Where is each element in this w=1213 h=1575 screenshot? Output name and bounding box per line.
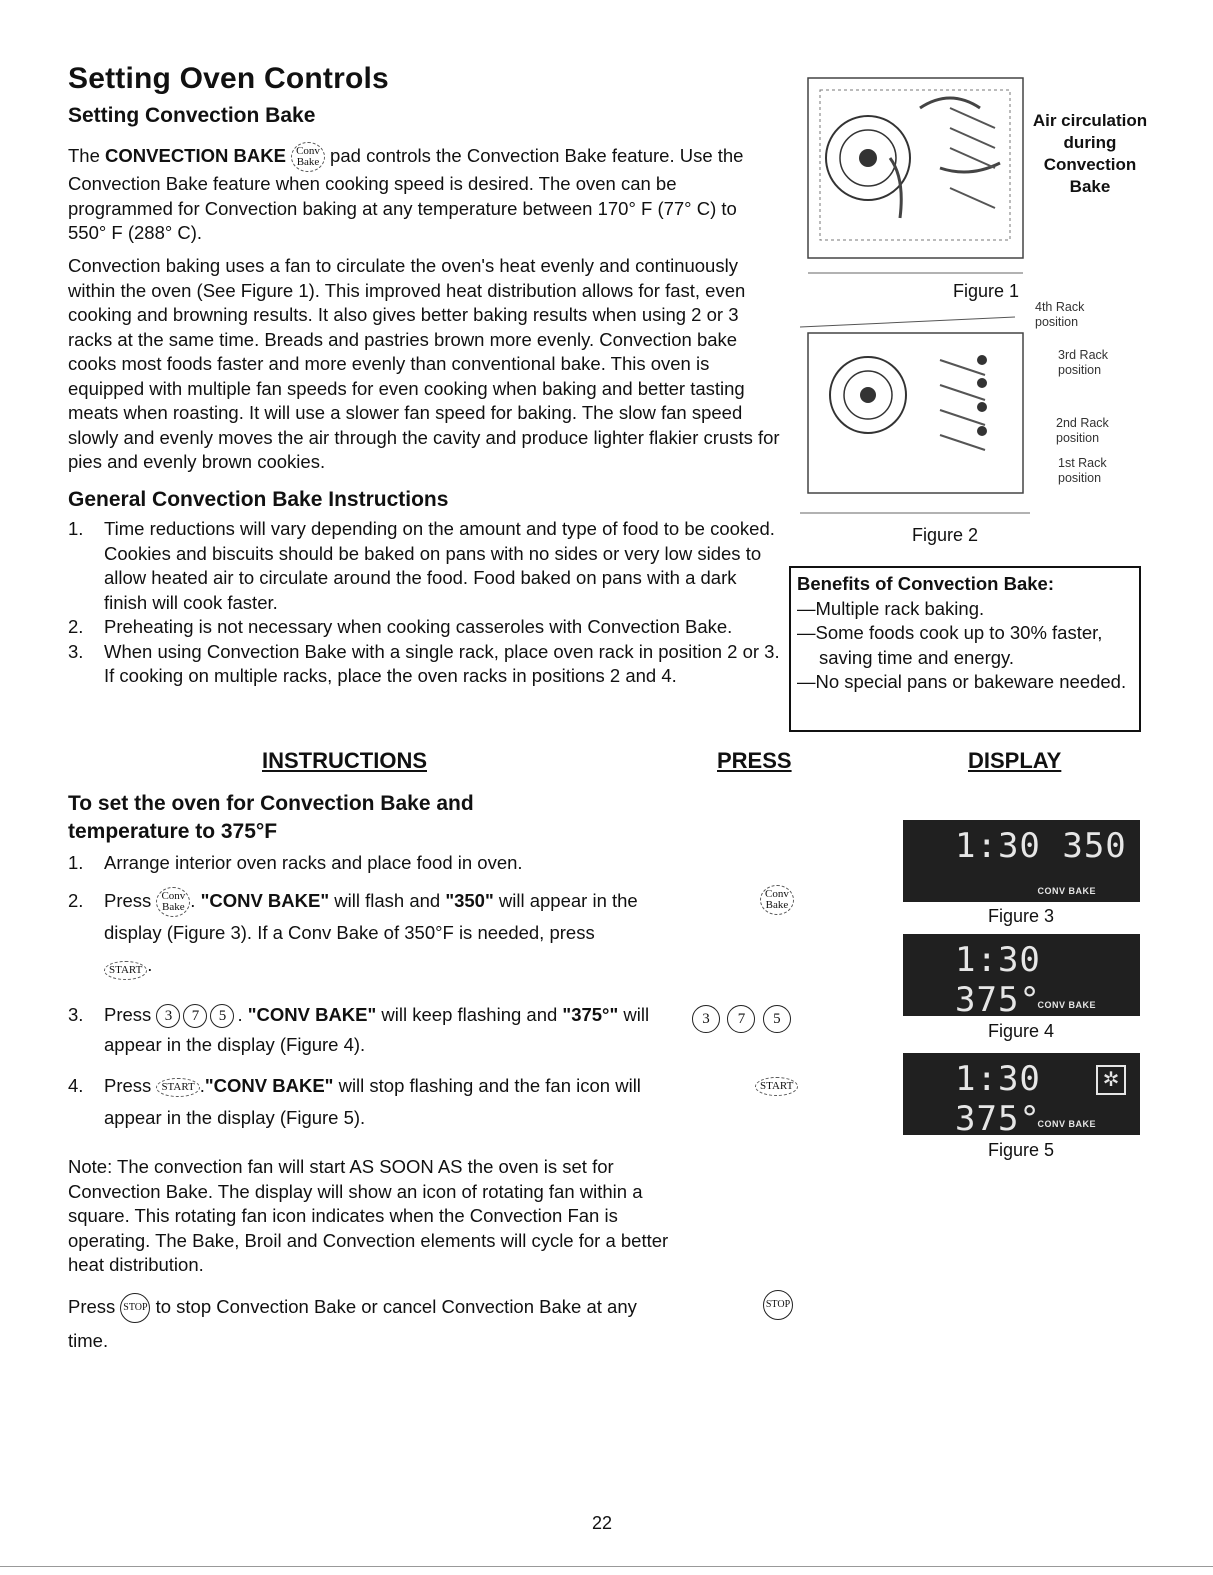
press-375	[692, 1005, 794, 1033]
display-mode: CONV BAKE	[1037, 1000, 1096, 1010]
conv-bake-pad-icon: Conv Bake	[291, 142, 325, 172]
section-heading-convection-bake: Setting Convection Bake	[68, 104, 316, 127]
benefit-item: —Multiple rack baking.	[797, 597, 985, 619]
page-title: Setting Oven Controls	[68, 62, 389, 95]
figure-4-caption: Figure 4	[988, 1021, 1055, 1041]
start-pad-icon: START	[755, 1077, 798, 1096]
benefit-item: —Some foods cook up to 30% faster, saving time and energy.	[797, 622, 1103, 668]
number-5-pad-icon: 5	[763, 1005, 791, 1033]
display-figure-3	[903, 820, 1140, 902]
list-item: 1. Time reductions will vary depending on the amount and type of food to be cooked. Cookies and biscuits should be baked on pans with no sides or very low sides to allow heated air to circulate around the food. Food baked on pans with a dark finish will cook faster.	[68, 518, 775, 613]
column-heading-display: DISPLAY	[968, 748, 1062, 773]
press-stop	[763, 1290, 793, 1320]
figure-1-caption: Figure 1	[953, 281, 1020, 301]
display-figure-5	[903, 1053, 1140, 1139]
column-heading-press: PRESS	[717, 748, 792, 773]
display-mode: CONV BAKE	[1037, 1119, 1096, 1129]
display-mode: CONV BAKE	[1037, 886, 1096, 896]
page-number: 22	[592, 1513, 613, 1533]
section-heading-general: General Convection Bake Instructions	[68, 488, 449, 511]
list-item: 2. Preheating is not necessary when cooking casseroles with Convection Bake.	[68, 616, 733, 637]
display-digits: 1:30 350	[955, 826, 1127, 866]
steps-heading: To set the oven for Convection Bake and temperature to 375°F	[68, 792, 474, 843]
display-figure-4	[903, 934, 1140, 1020]
number-5-pad-icon: 5	[210, 1004, 234, 1028]
conv-bake-pad-icon: Conv Bake	[760, 885, 794, 915]
stop-pad-icon: STOP	[120, 1293, 150, 1323]
stop-instruction: Press STOP to stop Convection Bake or cancel Convection Bake at any time.	[68, 1290, 668, 1358]
start-pad-icon: START	[104, 961, 147, 980]
rack-label-1st: 1st Rack position	[1058, 456, 1107, 485]
figure-1-oven-airflow	[800, 68, 1030, 278]
number-3-pad-icon: 3	[156, 1004, 180, 1028]
figure-2-rack-positions	[800, 305, 1035, 520]
display-digits: 1:30 375°	[955, 1059, 1041, 1139]
press-start	[755, 1077, 798, 1096]
conv-bake-pad-icon: Conv Bake	[156, 887, 190, 917]
oven-racks-illustration	[800, 305, 1035, 520]
step-2: 2. Press Conv Bake . "CONV BAKE" will flash and "350" will appear in the display (Figure 3). If a Conv Bake of 350°F is needed, press START .	[68, 885, 688, 981]
benefit-item: —No special pans or bakeware needed.	[797, 671, 1127, 692]
step-1: 1. Arrange interior oven racks and place food in oven.	[68, 852, 523, 873]
rack-label-2nd: 2nd Rack position	[1056, 416, 1109, 445]
rack-label-3rd: 3rd Rack position	[1058, 348, 1109, 377]
benefits-title: Benefits of Convection Bake:	[797, 573, 1054, 594]
number-3-pad-icon: 3	[692, 1005, 720, 1033]
intro-paragraph: The CONVECTION BAKE Conv Bake pad controls the Convection Bake feature. Use the Convection Bake feature when cooking speed is desired. The oven can be programmed for Convection baking at any temperature between 170° F (77° C) to 550° F (288° C).	[68, 142, 780, 246]
fan-icon: ✲	[1096, 1065, 1126, 1095]
air-circulation-label: Air circulation during Convection Bake	[1032, 111, 1148, 196]
figure-3-caption: Figure 3	[988, 906, 1055, 926]
start-pad-icon: START	[156, 1078, 199, 1097]
display-digits: 1:30 375°	[955, 940, 1041, 1020]
general-instructions-list	[68, 517, 780, 689]
step-3: 3. Press 3 7 5 . "CONV BAKE" will keep flashing and "375°" will appear in the display (Figure 4).	[68, 1004, 650, 1055]
column-heading-instructions: INSTRUCTIONS	[262, 748, 427, 773]
list-item: 3. When using Convection Bake with a single rack, place oven rack in position 2 or 3. If cooking on multiple racks, place the oven racks in positions 2 and 4.	[68, 640, 780, 686]
bottom-rule	[0, 1566, 1213, 1567]
note-paragraph: Note: The convection fan will start AS SOON AS the oven is set for Convection Bake. The display will show an icon of rotating fan within a square. This rotating fan icon indicates when the Convection Fan is operating. The Bake, Broil and Convection elements will cycle for a better heat distribution.	[68, 1156, 669, 1275]
rack-label-4th: 4th Rack position	[1035, 300, 1085, 329]
benefits-box	[789, 566, 1141, 732]
number-7-pad-icon: 7	[183, 1004, 207, 1028]
step-4: 4. Press START ."CONV BAKE" will stop flashing and the fan icon will appear in the display (Figure 5).	[68, 1075, 641, 1128]
figure-2-caption: Figure 2	[912, 525, 979, 545]
oven-airflow-illustration	[800, 68, 1030, 278]
number-7-pad-icon: 7	[727, 1005, 755, 1033]
figure-5-caption: Figure 5	[988, 1140, 1055, 1160]
stop-pad-icon: STOP	[763, 1290, 793, 1320]
press-conv-bake	[760, 885, 794, 915]
convection-paragraph: Convection baking uses a fan to circulate the oven's heat evenly and continuously within the oven (See Figure 1). This improved heat distribution allows for fast, even cooking and browning results. It also gives better baking results when using 2 or 3 racks at the same time. Breads and pastries brown more evenly. Convection bake cooks most foods faster and more evenly than conventional bake. This oven is equipped with multiple fan speeds for even cooking when baking and better tasting meats when roasting. It will use a slower fan speed for baking. The slow fan speed slowly and evenly moves the air through the cavity and produce lighter flakier crusts for pies and evenly brown cookies.	[68, 255, 780, 472]
